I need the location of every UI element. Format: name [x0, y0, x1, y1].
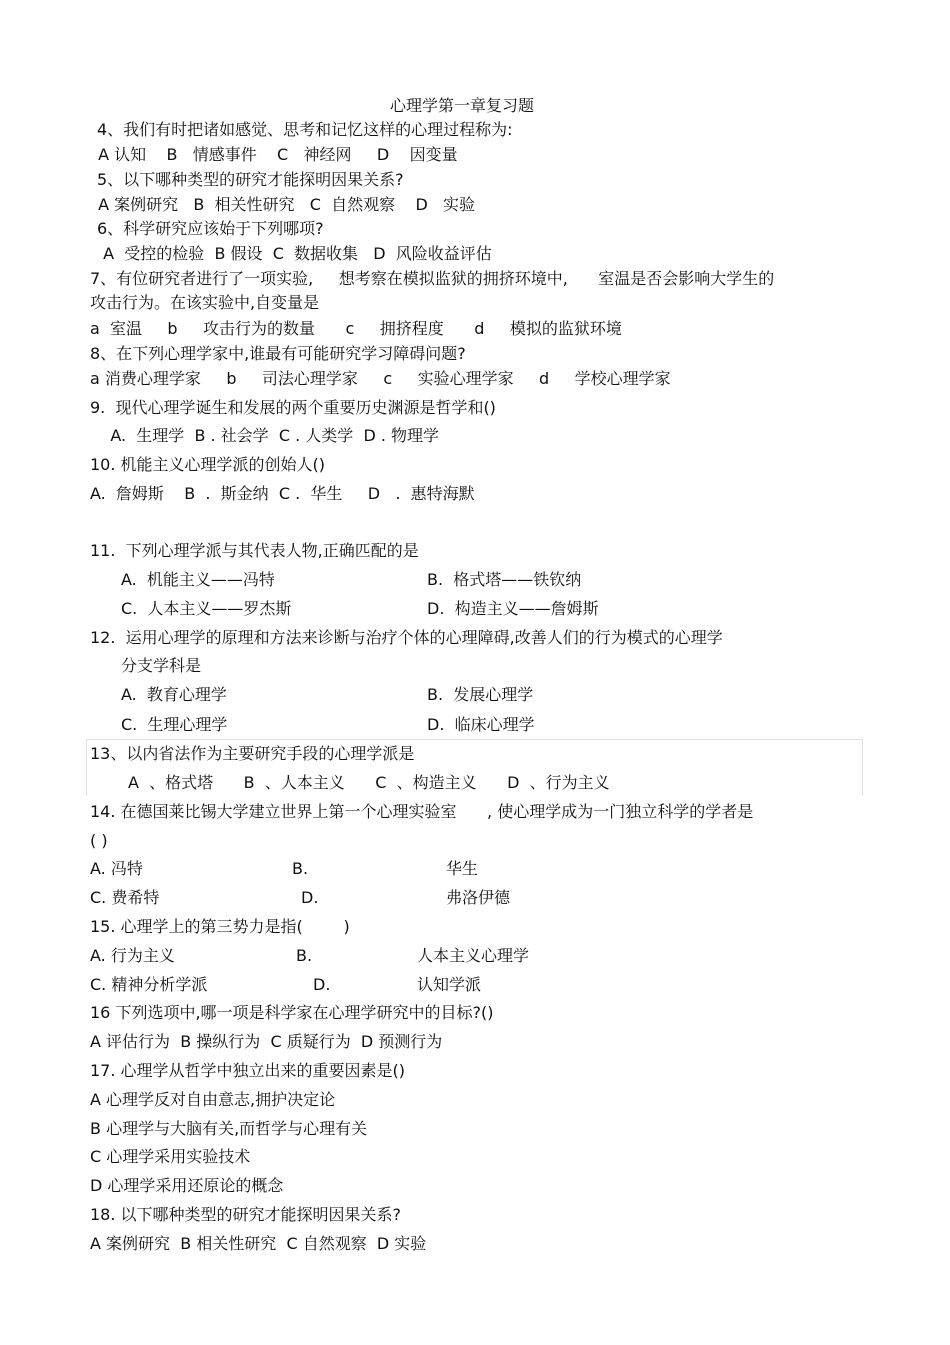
- question-12-option-d: D. 临床心理学: [427, 715, 535, 734]
- question-18-options: A 案例研究 B 相关性研究 C 自然观察 D 实验: [90, 1234, 427, 1253]
- question-15-option-a: A. 行为主义: [90, 946, 175, 965]
- question-14-option-d: 弗洛伊德: [446, 888, 511, 907]
- question-15-option-c: C. 精神分析学派: [90, 975, 208, 994]
- question-6: 6、科学研究应该始于下列哪项?: [97, 219, 324, 238]
- question-9: 9. 现代心理学诞生和发展的两个重要历史渊源是哲学和(): [90, 398, 496, 417]
- question-11-option-b: B. 格式塔——铁钦纳: [427, 570, 582, 589]
- question-18: 18. 以下哪种类型的研究才能探明因果关系?: [90, 1205, 402, 1224]
- question-11-option-d: D. 构造主义——詹姆斯: [427, 599, 599, 618]
- question-7-cont: 攻击行为。在该实验中,自变量是: [90, 293, 320, 312]
- question-13-options: A 、格式塔 B 、人本主义 C 、构造主义 D 、行为主义: [128, 773, 610, 792]
- question-12-option-b: B. 发展心理学: [427, 685, 534, 704]
- question-12-option-c: C. 生理心理学: [121, 715, 228, 734]
- question-17-option-a: A 心理学反对自由意志,拥护决定论: [90, 1090, 336, 1109]
- question-5-options: A 案例研究 B 相关性研究 C 自然观察 D 实验: [93, 195, 476, 214]
- question-10-options: A. 詹姆斯 B . 斯金纳 C . 华生 D . 惠特海默: [90, 484, 475, 503]
- question-15-option-b: 人本主义心理学: [417, 946, 530, 965]
- question-16-options: A 评估行为 B 操纵行为 C 质疑行为 D 预测行为: [90, 1032, 443, 1051]
- question-8: 8、在下列心理学家中,谁最有可能研究学习障碍问题?: [90, 344, 466, 363]
- question-14-option-c: C. 费希特: [90, 888, 160, 907]
- question-4: 4、我们有时把诸如感觉、思考和记忆这样的心理过程称为:: [97, 120, 513, 139]
- question-11-option-a: A. 机能主义——冯特: [121, 570, 275, 589]
- question-10: 10. 机能主义心理学派的创始人(): [90, 455, 326, 474]
- question-4-options: A 认知 B 情感事件 C 神经网 D 因变量: [93, 145, 458, 164]
- question-17-option-d: D 心理学采用还原论的概念: [90, 1176, 284, 1195]
- question-14-cont: ( ): [90, 831, 108, 850]
- question-17-option-b: B 心理学与大脑有关,而哲学与心理有关: [90, 1119, 368, 1138]
- question-16: 16 下列选项中,哪一项是科学家在心理学研究中的目标?(): [90, 1003, 494, 1022]
- question-15-option-d: 认知学派: [417, 975, 482, 994]
- question-15-option-b-letter: B.: [296, 946, 313, 965]
- question-14-option-b: 华生: [446, 859, 479, 878]
- question-12-option-a: A. 教育心理学: [121, 685, 227, 704]
- document-title: 心理学第一章复习题: [390, 96, 535, 115]
- question-7: 7、有位研究者进行了一项实验, 想考察在模拟监狱的拥挤环境中, 室温是否会影响大学生的: [90, 269, 775, 288]
- question-12: 12. 运用心理学的原理和方法来诊断与治疗个体的心理障碍,改善人们的行为模式的心理学: [90, 628, 723, 647]
- question-14: 14. 在德国莱比锡大学建立世界上第一个心理实验室 , 使心理学成为一门独立科学的学者是: [90, 802, 754, 821]
- question-14-option-d-letter: D.: [301, 888, 319, 907]
- question-8-options: a 消费心理学家 b 司法心理学家 c 实验心理学家 d 学校心理学家: [90, 369, 671, 388]
- question-5: 5、以下哪种类型的研究才能探明因果关系?: [97, 170, 404, 189]
- question-13: 13、以内省法作为主要研究手段的心理学派是: [90, 744, 415, 763]
- question-14-option-b-letter: B.: [292, 859, 309, 878]
- question-7-options: a 室温 b 攻击行为的数量 c 拥挤程度 d 模拟的监狱环境: [90, 319, 622, 338]
- question-15: 15. 心理学上的第三势力是指( ): [90, 917, 350, 936]
- question-11-option-c: C. 人本主义——罗杰斯: [121, 599, 292, 618]
- question-17-option-c: C 心理学采用实验技术: [90, 1147, 251, 1166]
- question-6-options: A 受控的检验 B 假设 C 数据收集 D 风险收益评估: [93, 244, 492, 263]
- question-17: 17. 心理学从哲学中独立出来的重要因素是(): [90, 1061, 406, 1080]
- question-9-options: A. 生理学 B . 社会学 C . 人类学 D . 物理学: [90, 426, 440, 445]
- question-12-cont: 分支学科是: [121, 656, 202, 675]
- question-14-option-a: A. 冯特: [90, 859, 143, 878]
- question-11: 11. 下列心理学派与其代表人物,正确匹配的是: [90, 541, 419, 560]
- question-15-option-d-letter: D.: [313, 975, 331, 994]
